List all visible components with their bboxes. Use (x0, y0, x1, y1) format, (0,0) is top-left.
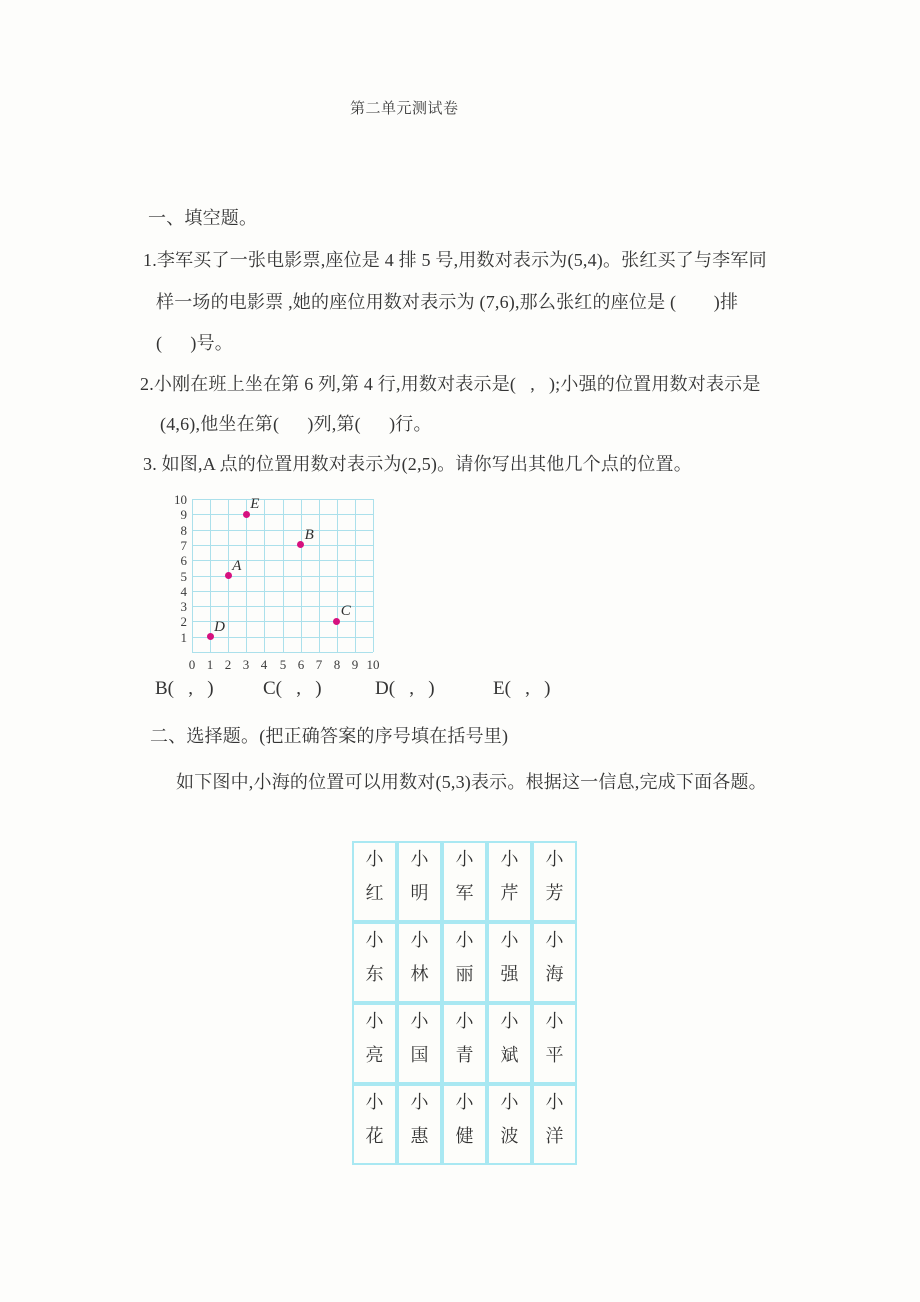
name-char: 林 (410, 964, 429, 984)
y-axis-tick: 7 (180, 538, 187, 553)
x-axis-tick: 9 (351, 657, 359, 672)
name-char: 芳 (545, 883, 564, 903)
y-axis-tick: 1 (180, 630, 187, 645)
data-point-E (243, 511, 250, 518)
name-char: 洋 (545, 1126, 564, 1146)
name-char: 强 (500, 964, 519, 984)
x-axis-tick: 2 (224, 657, 232, 672)
grid-line-v (264, 499, 265, 652)
section1-heading: 一、填空题。 (148, 208, 258, 228)
name-char: 斌 (500, 1045, 519, 1065)
name-char: 小 (545, 930, 564, 950)
page-title: 第二单元测试卷 (350, 101, 459, 117)
grid-line-h (192, 652, 373, 653)
answer-blank-B: B( , ) (155, 678, 214, 699)
name-char: 小 (545, 1011, 564, 1031)
data-point-A (225, 572, 232, 579)
y-axis-tick: 3 (180, 599, 187, 614)
answer-blank-C: C( , ) (263, 678, 322, 699)
name-cell (442, 1084, 487, 1165)
name-char: 小 (500, 1011, 519, 1031)
name-cell (442, 1003, 487, 1084)
name-cell (442, 841, 487, 922)
name-cell (532, 1003, 577, 1084)
name-char: 花 (365, 1126, 384, 1146)
name-char: 海 (545, 964, 564, 984)
name-char: 波 (500, 1126, 519, 1146)
grid-line-v (246, 499, 247, 652)
name-cell (397, 922, 442, 1003)
name-char: 青 (455, 1045, 474, 1065)
grid-line-v (373, 499, 374, 652)
q2-line-1: 2.小刚在班上坐在第 6 列,第 4 行,用数对表示是( , );小强的位置用数对表示是 (140, 374, 761, 394)
q1-line-3: ( )号。 (156, 333, 233, 353)
name-char: 小 (365, 849, 384, 869)
name-char: 小 (365, 1011, 384, 1031)
x-axis-tick: 3 (242, 657, 250, 672)
answer-blank-E: E( , ) (493, 678, 551, 699)
name-char: 小 (410, 849, 429, 869)
q1-line-2: 样一场的电影票 ,她的座位用数对表示为 (7,6),那么张红的座位是 ( )排 (156, 292, 739, 312)
name-char: 小 (500, 1092, 519, 1112)
name-cell (397, 1084, 442, 1165)
grid-line-v (355, 499, 356, 652)
name-char: 红 (365, 883, 384, 903)
name-char: 小 (455, 849, 474, 869)
name-cell (397, 1003, 442, 1084)
name-char: 小 (455, 930, 474, 950)
name-char: 健 (455, 1126, 474, 1146)
point-label-C: C (340, 603, 351, 620)
section2-heading: 二、选择题。(把正确答案的序号填在括号里) (150, 726, 509, 746)
x-axis-tick: 5 (279, 657, 287, 672)
data-point-D (207, 633, 214, 640)
name-cell (352, 841, 397, 922)
name-char: 芹 (500, 883, 519, 903)
seating-name-grid (352, 841, 577, 1165)
answer-blanks-row (155, 678, 715, 704)
name-char: 小 (410, 1011, 429, 1031)
name-char: 东 (365, 964, 384, 984)
grid-line-v (192, 499, 193, 652)
y-axis-tick: 2 (180, 614, 187, 629)
y-axis-tick: 5 (180, 569, 187, 584)
name-char: 小 (545, 849, 564, 869)
grid-line-v (319, 499, 320, 652)
q3-line: 3. 如图,A 点的位置用数对表示为(2,5)。请你写出其他几个点的位置。 (143, 454, 692, 474)
name-char: 小 (500, 849, 519, 869)
point-label-B: B (304, 526, 314, 543)
name-char: 小 (455, 1011, 474, 1031)
coordinate-grid-figure (174, 492, 380, 672)
name-cell (487, 1003, 532, 1084)
name-cell (352, 922, 397, 1003)
name-char: 亮 (365, 1045, 384, 1065)
grid-line-v (337, 499, 338, 652)
point-label-A: A (232, 557, 242, 574)
name-char: 小 (365, 930, 384, 950)
name-char: 丽 (455, 964, 474, 984)
name-char: 小 (365, 1092, 384, 1112)
name-char: 小 (545, 1092, 564, 1112)
y-axis-tick: 10 (174, 492, 187, 507)
x-axis-tick: 6 (297, 657, 305, 672)
name-cell (442, 922, 487, 1003)
name-cell (532, 841, 577, 922)
answer-blank-D: D( , ) (375, 678, 435, 699)
name-cell (487, 841, 532, 922)
name-char: 平 (545, 1045, 564, 1065)
name-char: 小 (500, 930, 519, 950)
name-cell (352, 1084, 397, 1165)
name-char: 小 (410, 1092, 429, 1112)
y-axis-tick: 4 (180, 584, 187, 599)
grid-line-v (210, 499, 211, 652)
name-char: 小 (410, 930, 429, 950)
section2-intro: 如下图中,小海的位置可以用数对(5,3)表示。根据这一信息,完成下面各题。 (176, 772, 767, 792)
name-cell (532, 1084, 577, 1165)
data-point-B (297, 541, 304, 548)
name-char: 惠 (410, 1126, 429, 1146)
data-point-C (333, 618, 340, 625)
name-char: 明 (410, 883, 429, 903)
x-axis-tick: 0 (188, 657, 196, 672)
name-cell (532, 922, 577, 1003)
name-cell (397, 841, 442, 922)
name-char: 小 (455, 1092, 474, 1112)
y-axis-tick: 8 (180, 523, 187, 538)
q1-line-1: 1.李军买了一张电影票,座位是 4 排 5 号,用数对表示为(5,4)。张红买了与李军同 (143, 250, 767, 270)
name-char: 军 (455, 883, 474, 903)
x-axis-tick: 1 (206, 657, 214, 672)
y-axis-tick: 6 (180, 553, 187, 568)
name-char: 国 (410, 1045, 429, 1065)
x-axis-tick: 10 (366, 657, 380, 672)
y-axis-tick: 9 (180, 507, 187, 522)
grid-line-v (301, 499, 302, 652)
name-cell (487, 922, 532, 1003)
point-label-D: D (214, 618, 225, 635)
q2-line-2: (4,6),他坐在第( )列,第( )行。 (160, 414, 432, 434)
x-axis-tick: 7 (315, 657, 323, 672)
x-axis-tick: 8 (333, 657, 341, 672)
name-cell (487, 1084, 532, 1165)
grid-line-v (283, 499, 284, 652)
name-cell (352, 1003, 397, 1084)
point-label-E: E (250, 496, 260, 513)
x-axis-tick: 4 (260, 657, 268, 672)
